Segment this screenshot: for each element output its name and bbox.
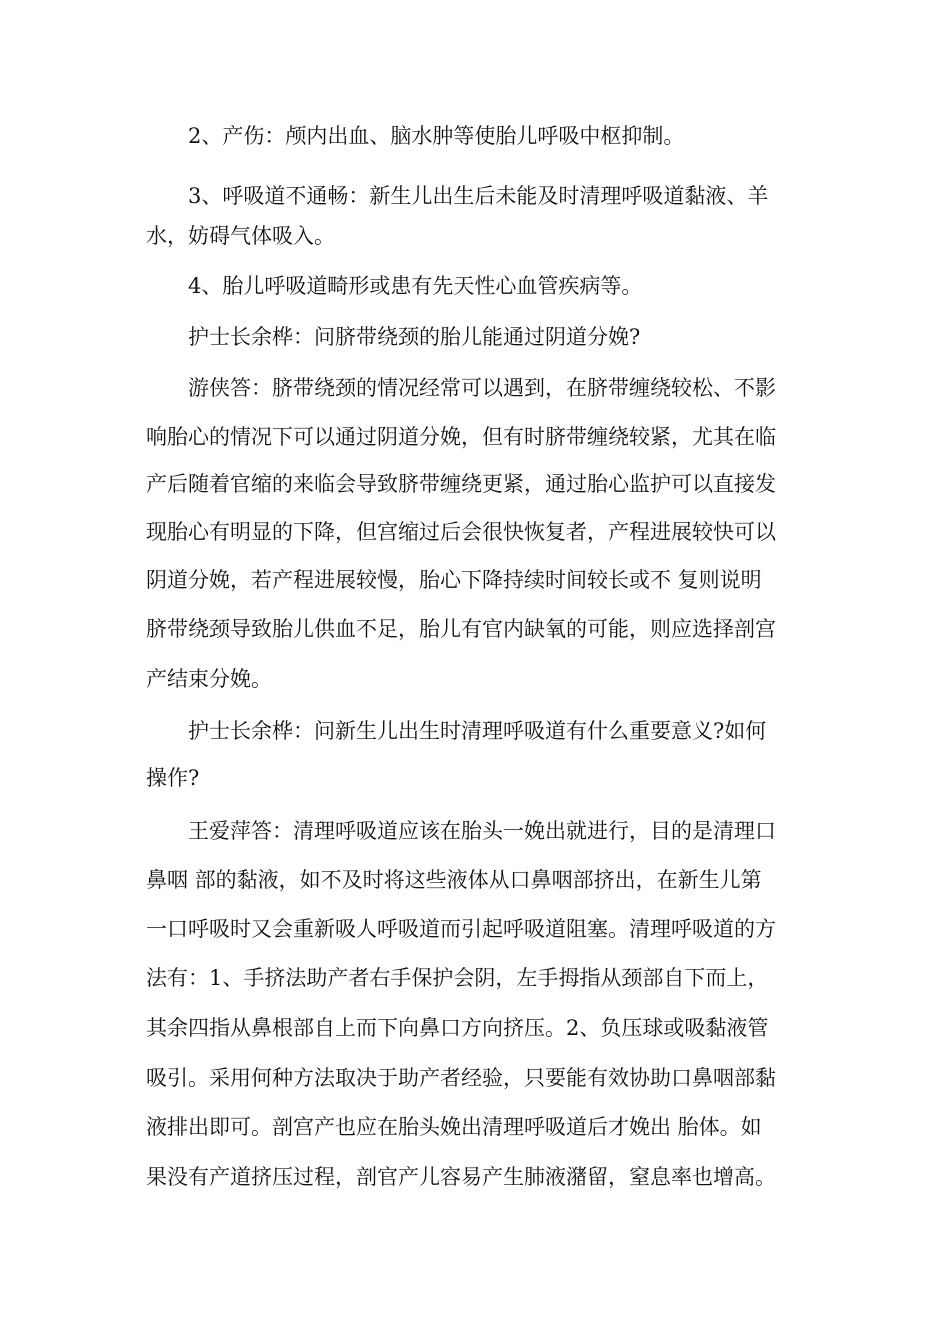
text-line: 果没有产道挤压过程，剖官产儿容易产生肺液潴留，窒息率也增高。 <box>146 1165 776 1189</box>
text-line: 其余四指从鼻根部自上而下向鼻口方向挤压。2、负压球或吸黏液管 <box>146 1016 769 1040</box>
text-line: 2、产伤：颅内出血、脑水肿等使胎儿呼吸中枢抑制。 <box>188 124 685 148</box>
text-line: 产后随着官缩的来临会导致脐带缠绕更紧，通过胎心监护可以直接发 <box>146 472 776 496</box>
text-line: 现胎心有明显的下降，但宫缩过后会很快恢复者，产程进展较快可以 <box>146 520 776 544</box>
text-line: 鼻咽 部的黏液，如不及时将这些液体从口鼻咽部挤出，在新生儿第 <box>146 868 762 892</box>
text-line: 一口呼吸时又会重新吸人呼吸道而引起呼吸道阻塞。清理呼吸道的方 <box>146 917 776 941</box>
text-line: 脐带绕颈导致胎儿供血不足，胎儿有官内缺氧的可能，则应选择剖宫 <box>146 617 776 641</box>
text-line: 法有：1、手挤法助产者右手保护会阴，左手拇指从颈部自下而上， <box>146 966 769 990</box>
text-line: 3、呼吸道不通畅：新生儿出生后未能及时清理呼吸道黏液、羊 <box>188 184 769 208</box>
text-line: 操作? <box>146 766 200 790</box>
text-line: 水，妨碍气体吸入。 <box>146 224 335 248</box>
text-line: 王爱萍答：清理呼吸道应该在胎头一娩出就进行，目的是清理口 <box>188 819 776 843</box>
text-line: 阴道分娩，若产程进展较慢，胎心下降持续时间较长或不 复则说明 <box>146 568 762 592</box>
text-line: 产结束分娩。 <box>146 667 272 691</box>
text-line: 吸引。采用何种方法取决于助产者经验，只要能有效协助口鼻咽部黏 <box>146 1066 776 1090</box>
text-line: 4、胎儿呼吸道畸形或患有先天性心血管疾病等。 <box>188 274 643 298</box>
text-line: 响胎心的情况下可以通过阴道分娩，但有时脐带缠绕较紧，尤其在临 <box>146 425 776 449</box>
text-line: 护士长余桦：问新生儿出生时清理呼吸道有什么重要意义?如何 <box>188 719 767 743</box>
text-line: 游侠答：脐带绕颈的情况经常可以遇到，在脐带缠绕较松、不影 <box>188 376 776 400</box>
text-line: 液排出即可。剖宫产也应在胎头娩出清理呼吸道后才娩出 胎体。如 <box>146 1115 762 1139</box>
text-line: 护士长余桦：问脐带绕颈的胎儿能通过阴道分娩? <box>188 325 641 349</box>
